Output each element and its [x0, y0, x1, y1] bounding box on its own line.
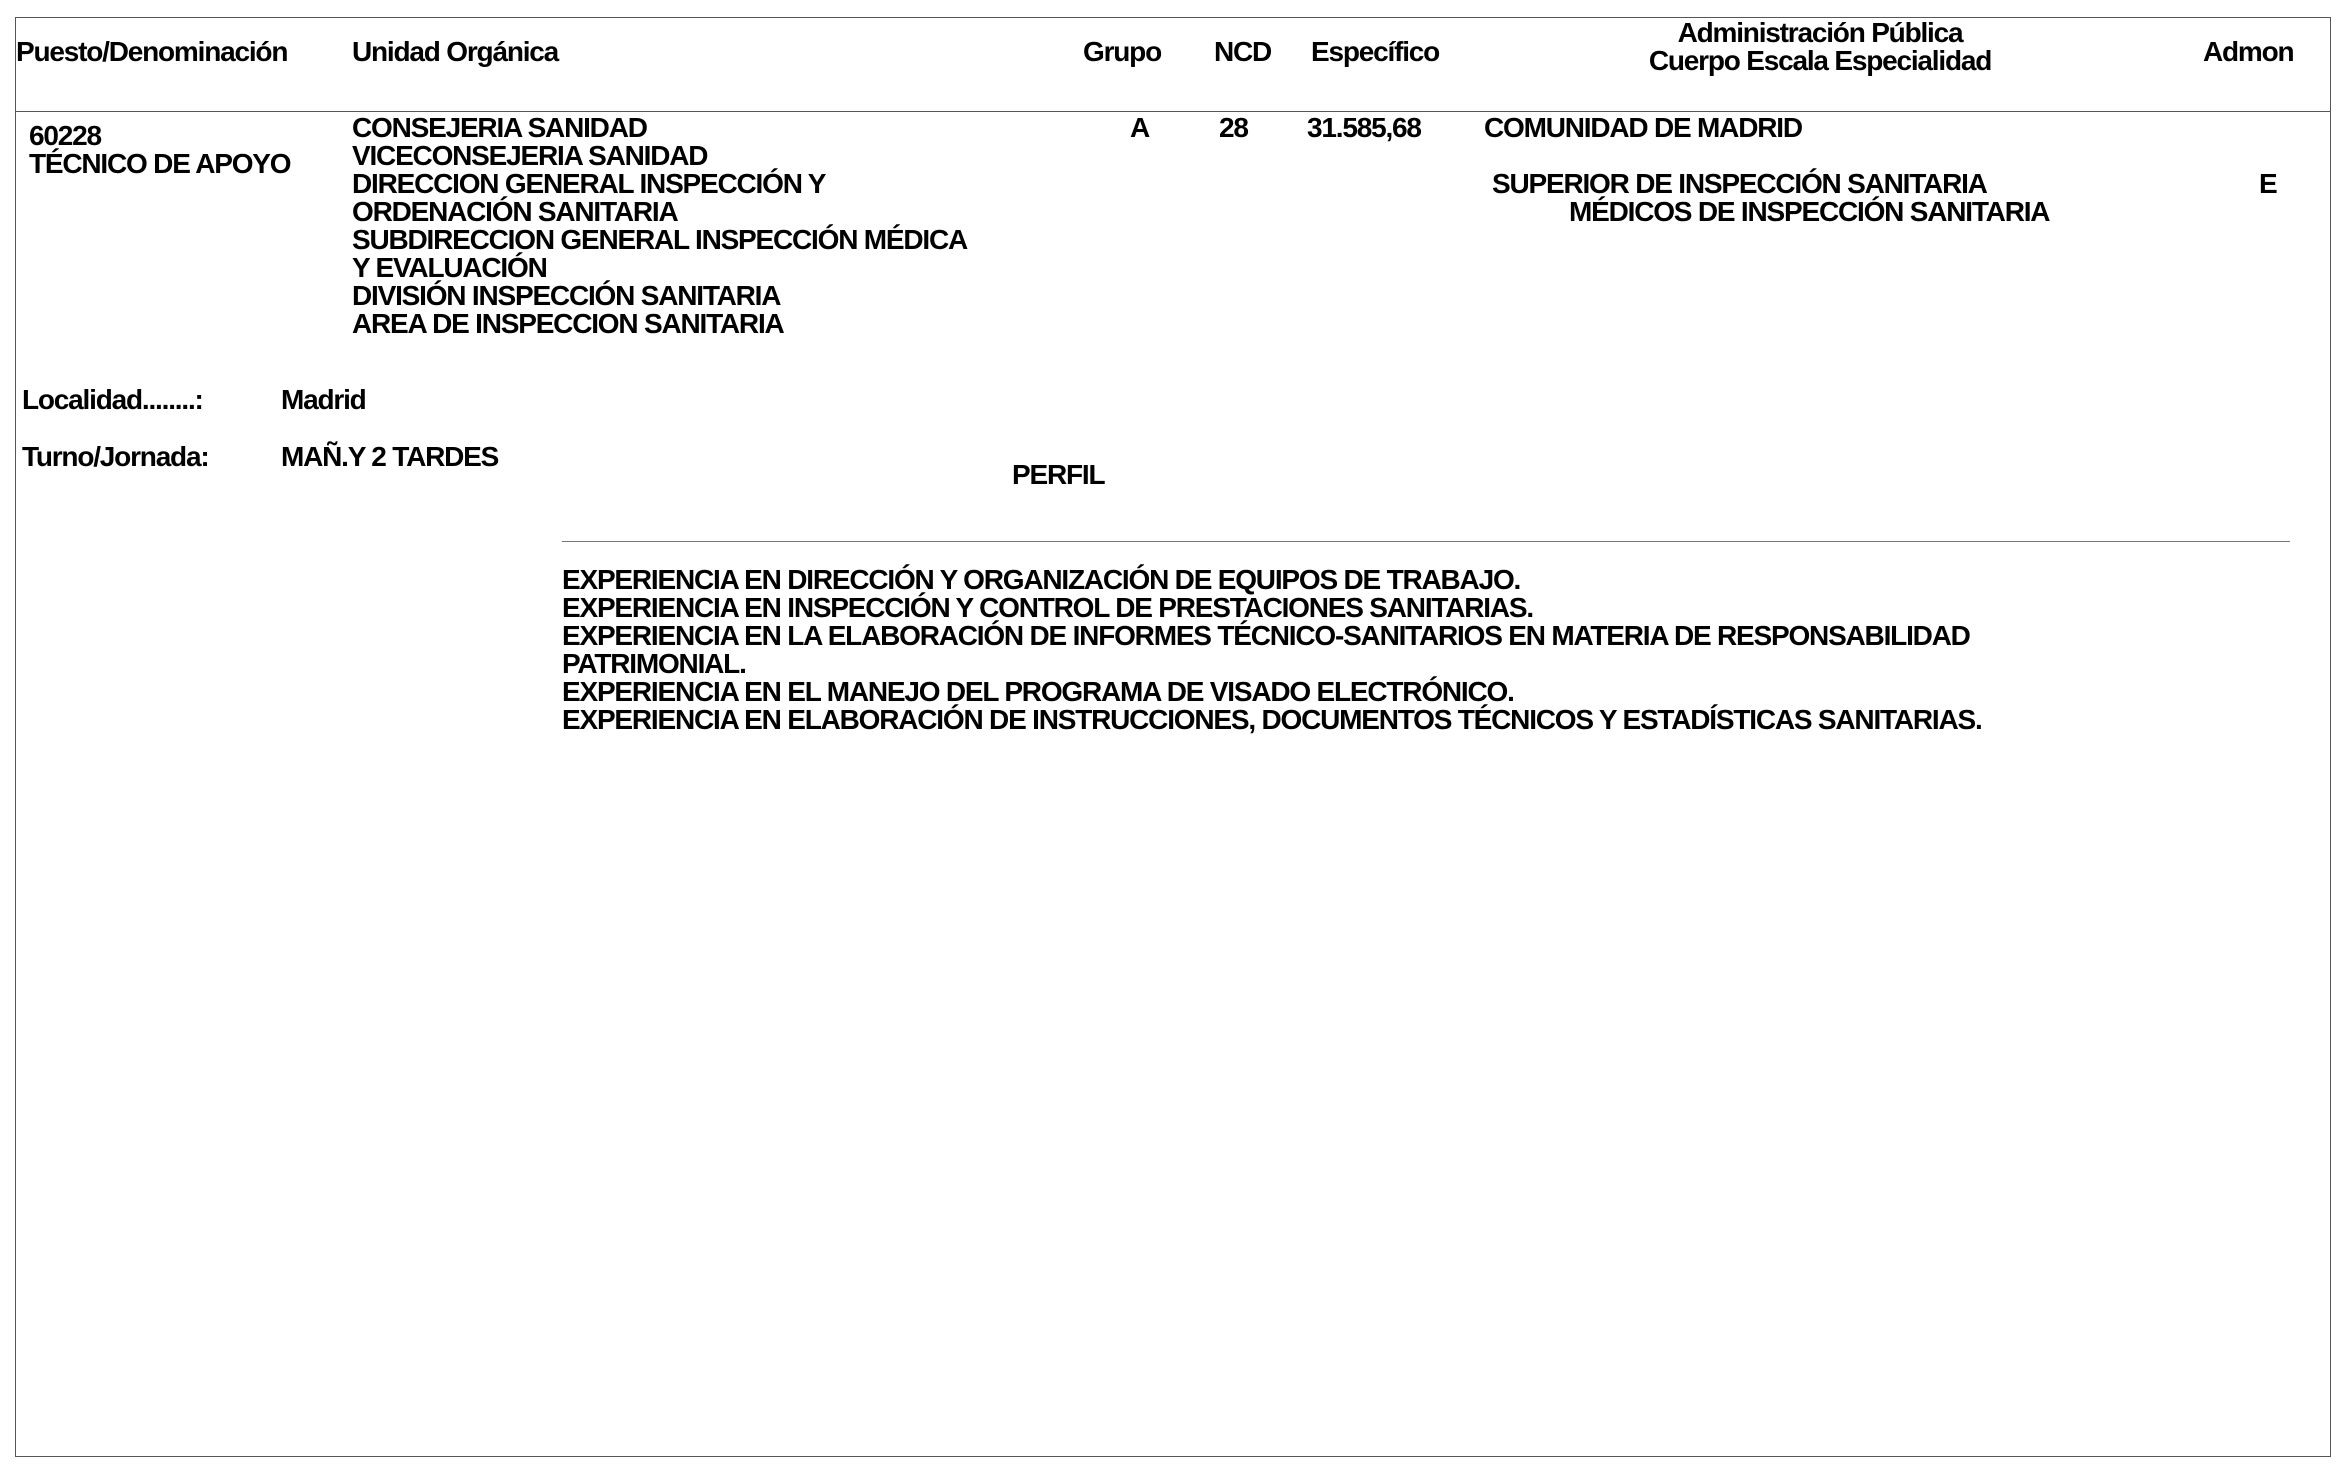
puesto-denominacion: TÉCNICO DE APOYO	[29, 148, 291, 179]
perfil-line: EXPERIENCIA EN DIRECCIÓN Y ORGANIZACIÓN DE EQUIPOS DE TRABAJO.	[562, 564, 1521, 595]
administracion-value: COMUNIDAD DE MADRID	[1484, 112, 1802, 143]
puesto-code: 60228	[29, 120, 101, 151]
localidad-label: Localidad........:	[22, 384, 203, 415]
header-especifico: Específico	[1311, 36, 1440, 67]
perfil-line: EXPERIENCIA EN ELABORACIÓN DE INSTRUCCIONES, DOCUMENTOS TÉCNICOS Y ESTADÍSTICAS SANITARIAS.	[562, 704, 1982, 735]
turno-value: MAÑ.Y 2 TARDES	[281, 441, 499, 472]
localidad-value: Madrid	[281, 384, 366, 415]
perfil-line: EXPERIENCIA EN INSPECCIÓN Y CONTROL DE PRESTACIONES SANITARIAS.	[562, 592, 1533, 623]
perfil-divider	[562, 541, 2290, 542]
grupo-value: A	[1130, 112, 1150, 143]
unidad-line: SUBDIRECCION GENERAL INSPECCIÓN MÉDICA	[352, 224, 968, 255]
unidad-line: ORDENACIÓN SANITARIA	[352, 196, 678, 227]
unidad-organica-list	[352, 114, 967, 338]
header-ncd: NCD	[1214, 36, 1272, 67]
unidad-line: CONSEJERIA SANIDAD	[352, 112, 647, 143]
unidad-line: DIRECCION GENERAL INSPECCIÓN Y	[352, 168, 826, 199]
perfil-list	[562, 566, 1982, 734]
perfil-title: PERFIL	[1012, 459, 1105, 490]
cuerpo-value: SUPERIOR DE INSPECCIÓN SANITARIA	[1492, 168, 1987, 199]
header-puesto: Puesto/Denominación	[16, 36, 288, 67]
header-unidad: Unidad Orgánica	[352, 36, 559, 67]
perfil-line: EXPERIENCIA EN EL MANEJO DEL PROGRAMA DE VISADO ELECTRÓNICO.	[562, 676, 1514, 707]
perfil-line: PATRIMONIAL.	[562, 648, 746, 679]
unidad-line: AREA DE INSPECCION SANITARIA	[352, 308, 784, 339]
escala-value: MÉDICOS DE INSPECCIÓN SANITARIA	[1569, 196, 2050, 227]
ncd-value: 28	[1219, 112, 1248, 143]
turno-label: Turno/Jornada:	[22, 441, 209, 472]
especifico-value: 31.585,68	[1307, 112, 1421, 143]
unidad-line: DIVISIÓN INSPECCIÓN SANITARIA	[352, 280, 781, 311]
unidad-line: VICECONSEJERIA SANIDAD	[352, 140, 708, 171]
unidad-line: Y EVALUACIÓN	[352, 252, 547, 283]
admon-value: E	[2259, 168, 2277, 199]
header-administracion: Administración Pública	[1677, 17, 1963, 48]
header-admon: Admon	[2203, 36, 2294, 67]
perfil-line: EXPERIENCIA EN LA ELABORACIÓN DE INFORMES TÉCNICO-SANITARIOS EN MATERIA DE RESPONSABILIDAD	[562, 620, 1970, 651]
header-grupo: Grupo	[1083, 36, 1161, 67]
header-cuerpo-escala: Cuerpo Escala Especialidad	[1648, 45, 1992, 76]
